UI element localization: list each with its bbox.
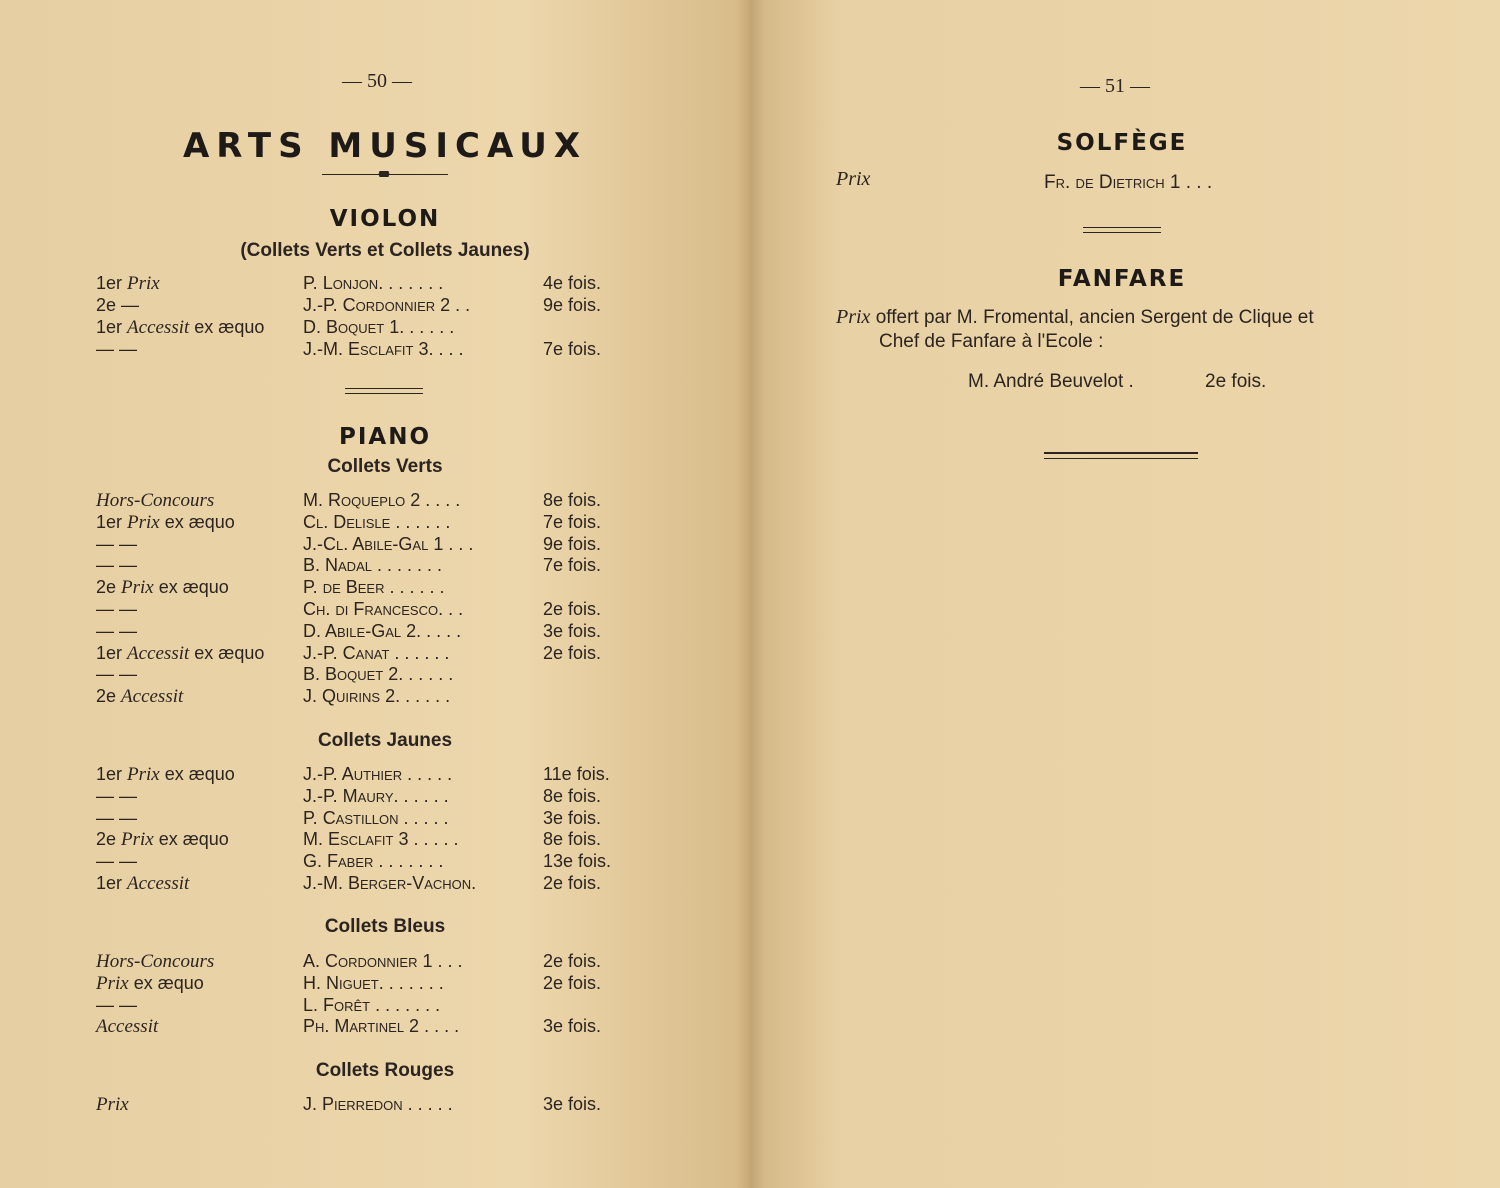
award-label: 2e — xyxy=(96,295,140,315)
winner-name: J. Pierredon . . . . . xyxy=(303,1094,453,1114)
times-count: 2e fois. xyxy=(543,873,602,893)
section-title-solfege: SOLFÈGE xyxy=(1056,130,1188,156)
section-divider xyxy=(345,388,423,394)
award-label: Prix xyxy=(96,1094,129,1115)
award-label: 1er Accessit xyxy=(96,873,190,894)
table-row xyxy=(96,994,616,1016)
winner-name: J.-P. Maury. . . . . . xyxy=(303,785,449,806)
table-row xyxy=(96,294,616,316)
winner-name: Ph. Martinel 2 . . . . xyxy=(303,1016,460,1037)
fanfare-winner: M. André Beuvelot . xyxy=(968,371,1134,392)
table-row xyxy=(96,685,616,707)
times-count: 9e fois. xyxy=(543,295,602,315)
table-row xyxy=(96,598,616,620)
table-row xyxy=(96,1093,616,1115)
table-row xyxy=(96,489,616,511)
award-label: — — xyxy=(96,339,138,359)
times-count: 3e fois. xyxy=(543,807,602,828)
award-label: — — xyxy=(96,807,138,828)
table-row xyxy=(96,807,616,829)
times-count: 2e fois. xyxy=(543,599,602,619)
table-row xyxy=(96,785,616,807)
subsection-title-collets-bleus: Collets Bleus xyxy=(324,916,446,937)
page-number: — 51 — xyxy=(1080,75,1150,97)
table-row xyxy=(96,872,616,894)
winner-name: J.-Cl. Abile-Gal 1 . . . xyxy=(303,533,474,554)
times-count: 2e fois. xyxy=(543,972,602,993)
fanfare-text: offert par M. Fromental, ancien Sergent de Clique et xyxy=(875,307,1314,328)
closing-divider xyxy=(1044,452,1198,459)
winner-name: L. Forêt . . . . . . . xyxy=(303,994,441,1015)
award-label: — — xyxy=(96,785,138,806)
times-count: 7e fois. xyxy=(543,555,602,576)
award-label: 1er Prix ex æquo xyxy=(96,764,235,785)
fanfare-fois: 2e fois. xyxy=(1205,371,1267,392)
section-title-fanfare: FANFARE xyxy=(1057,266,1187,292)
winner-name: J. Quirins 2. . . . . . xyxy=(303,686,451,707)
subsection-title-collets-rouges: Collets Rouges xyxy=(315,1060,455,1081)
table-row xyxy=(96,763,616,785)
main-title: ARTS MUSICAUX xyxy=(182,126,588,166)
winner-name: H. Niguet. . . . . . . xyxy=(303,972,444,993)
winner-name: P. Castillon . . . . . xyxy=(303,807,449,828)
table-row xyxy=(96,316,616,338)
times-count: 2e fois. xyxy=(543,951,602,971)
award-label: — — xyxy=(96,533,138,554)
award-label: Prix ex æquo xyxy=(96,972,204,994)
award-label: Prix xyxy=(836,306,871,328)
times-count: 8e fois. xyxy=(543,829,602,850)
winner-name: B. Nadal . . . . . . . xyxy=(303,555,442,576)
winner-name: B. Boquet 2. . . . . . xyxy=(303,664,454,685)
award-label: — — xyxy=(96,851,138,872)
times-count: 11e fois. xyxy=(543,764,610,784)
subsection-title-collets-jaunes: Collets Jaunes xyxy=(317,730,453,751)
table-row xyxy=(96,642,616,664)
award-label: Hors-Concours xyxy=(96,490,215,511)
award-label: 1er Prix xyxy=(96,273,160,294)
table-row xyxy=(96,828,616,850)
times-count: 13e fois. xyxy=(543,851,612,872)
table-row xyxy=(96,554,616,576)
winner-name: J.-M. Esclafit 3. . . . xyxy=(303,339,464,359)
winner-name: A. Cordonnier 1 . . . xyxy=(303,951,463,971)
times-count: 2e fois. xyxy=(543,642,602,663)
times-count: 3e fois. xyxy=(543,620,602,641)
table-row xyxy=(96,338,616,360)
times-count: 9e fois. xyxy=(543,533,602,554)
times-count: 4e fois. xyxy=(543,273,602,293)
award-label: 2e Prix ex æquo xyxy=(96,829,229,851)
award-label: — — xyxy=(96,664,138,685)
winner-name: G. Faber . . . . . . . xyxy=(303,851,444,872)
award-label: — — xyxy=(96,620,138,641)
title-ornament xyxy=(322,174,448,178)
award-label: Accessit xyxy=(96,1016,159,1038)
subsection-title-collets-verts: Collets Verts xyxy=(327,456,443,477)
table-row xyxy=(96,272,616,294)
solfege-award xyxy=(836,166,870,193)
section-subtitle-violon: (Collets Verts et Collets Jaunes) xyxy=(240,240,530,261)
section-title-violon: VIOLON xyxy=(329,206,441,232)
times-count: 8e fois. xyxy=(543,785,602,806)
award-label: 2e Prix ex æquo xyxy=(96,577,229,599)
winner-name: M. Roqueplo 2 . . . . xyxy=(303,490,461,510)
winner-name: D. Boquet 1. . . . . . xyxy=(303,317,455,337)
times-count: 7e fois. xyxy=(543,511,602,532)
winner-name: P. Lonjon. . . . . . . xyxy=(303,273,444,293)
winner-name: J.-P. Cordonnier 2 . . xyxy=(303,295,471,315)
table-row xyxy=(96,950,616,972)
table-row xyxy=(96,620,616,642)
fanfare-description-line1 xyxy=(836,304,1416,331)
winner-name: P. de Beer . . . . . . xyxy=(303,577,445,598)
award-label: Hors-Concours xyxy=(96,951,215,972)
times-count: 7e fois. xyxy=(543,339,602,359)
winner-name: J.-P. Authier . . . . . xyxy=(303,764,453,784)
award-label: 1er Prix ex æquo xyxy=(96,511,235,533)
award-label: 2e Accessit xyxy=(96,686,184,708)
award-label: — — xyxy=(96,599,138,619)
section-title-piano: PIANO xyxy=(338,424,432,450)
table-row xyxy=(96,576,616,598)
award-label: 1er Accessit ex æquo xyxy=(96,642,265,664)
winner-name: J.-P. Canat . . . . . . xyxy=(303,642,450,663)
winner-name: Ch. di Francesco. . . xyxy=(303,599,464,619)
winner-name: Cl. Delisle . . . . . . xyxy=(303,511,451,532)
winner-name: J.-M. Berger-Vachon. xyxy=(303,873,477,893)
page-51 xyxy=(750,0,1500,1188)
table-row xyxy=(96,533,616,555)
award-label: — — xyxy=(96,555,138,576)
table-row xyxy=(96,511,616,533)
solfege-winner: Fr. de Dietrich 1 . . . xyxy=(1044,172,1213,193)
section-divider xyxy=(1083,227,1161,233)
table-row xyxy=(96,663,616,685)
award-label: 1er Accessit ex æquo xyxy=(96,317,265,338)
times-count: 8e fois. xyxy=(543,490,602,510)
award-label: — — xyxy=(96,994,138,1015)
award-label: Prix xyxy=(836,168,871,190)
times-count: 3e fois. xyxy=(543,1016,602,1037)
times-count: 3e fois. xyxy=(543,1094,602,1114)
winner-name: D. Abile-Gal 2. . . . . xyxy=(303,620,462,641)
page-number: — 50 — xyxy=(342,70,412,92)
table-row xyxy=(96,1015,616,1037)
winner-name: M. Esclafit 3 . . . . . xyxy=(303,829,459,850)
table-row xyxy=(96,972,616,994)
fanfare-description-line2: Chef de Fanfare à l'Ecole : xyxy=(879,331,1104,352)
table-row xyxy=(96,850,616,872)
